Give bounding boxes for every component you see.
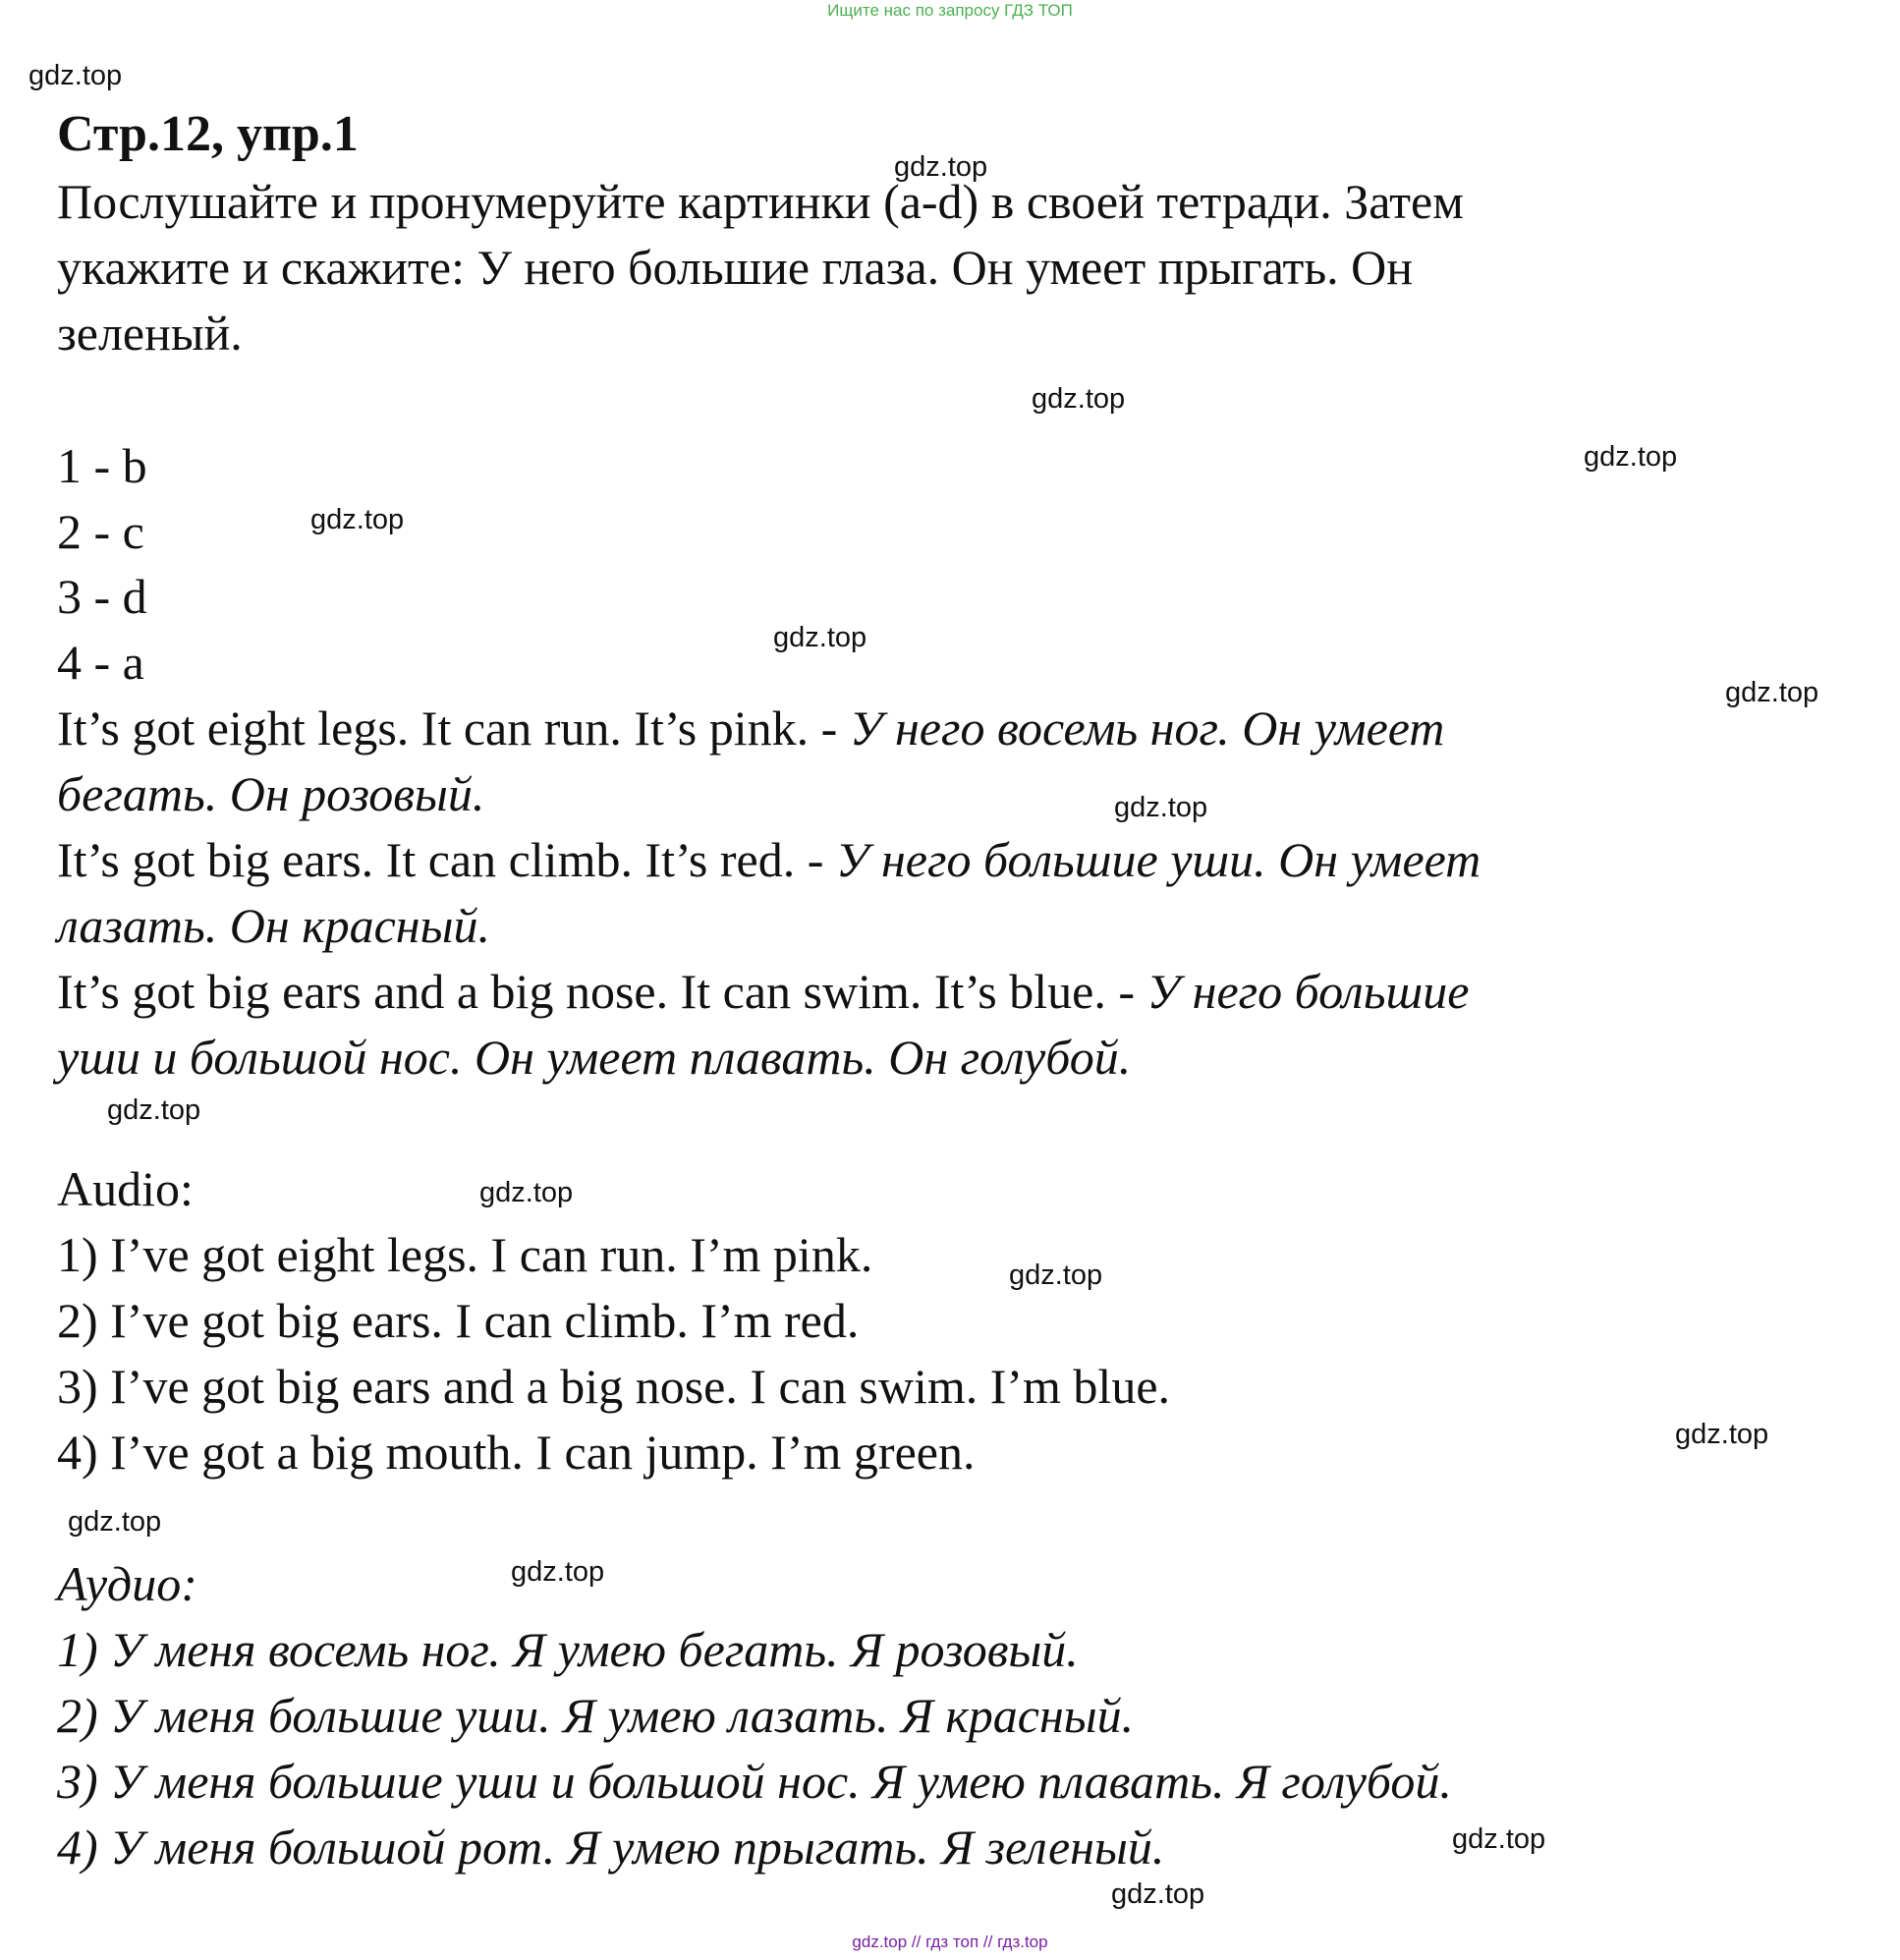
- audio-ru-line-1: 1) У меня восемь ног. Я умею бегать. Я розовый.: [57, 1622, 1079, 1677]
- watermark: gdz.top: [1725, 677, 1819, 708]
- watermark: gdz.top: [479, 1177, 574, 1208]
- watermark: gdz.top: [1675, 1419, 1769, 1450]
- sentence-1-russian: У него восемь ног. Он умеет: [849, 700, 1445, 756]
- audio-line-1: 1) I’ve got eight legs. I can run. I’m pink.: [57, 1227, 873, 1282]
- answer-3: 3 - d: [57, 569, 147, 624]
- watermark: gdz.top: [1032, 383, 1126, 415]
- top-banner: Ищите нас по запросу ГДЗ ТОП: [827, 1, 1073, 20]
- watermark: gdz.top: [28, 60, 123, 91]
- watermark: gdz.top: [1452, 1823, 1546, 1855]
- audio-line-4: 4) I’ve got a big mouth. I can jump. I’m green.: [57, 1425, 976, 1480]
- watermark: gdz.top: [1584, 441, 1678, 473]
- audio-title: Audio:: [57, 1161, 194, 1216]
- sentence-1-line-1: [57, 696, 1444, 760]
- audio-ru-line-2: 2) У меня большие уши. Я умею лазать. Я красный.: [57, 1688, 1135, 1743]
- answer-1: 1 - b: [57, 438, 147, 493]
- sentence-2-russian: У него большие уши. Он умеет: [835, 832, 1481, 887]
- watermark: gdz.top: [107, 1094, 201, 1126]
- sentence-1-english: It’s got eight legs. It can run. It’s pink. -: [57, 700, 850, 756]
- audio-ru-line-3: 3) У меня большие уши и большой нос. Я умею плавать. Я голубой.: [57, 1754, 1452, 1809]
- audio-line-2: 2) I’ve got big ears. I can climb. I’m red.: [57, 1293, 860, 1348]
- sentence-2-line-2: лазать. Он красный.: [57, 898, 490, 953]
- watermark: gdz.top: [310, 504, 405, 535]
- page-title: Стр.12, упр.1: [57, 106, 359, 162]
- watermark: gdz.top: [1009, 1260, 1103, 1291]
- sentence-1-line-2: бегать. Он розовый.: [57, 766, 485, 821]
- answer-4: 4 - a: [57, 635, 144, 690]
- watermark: gdz.top: [1114, 792, 1208, 823]
- instruction-line-1: Послушайте и пронумеруйте картинки (a-d) в своей тетради. Затем: [57, 174, 1464, 229]
- watermark: gdz.top: [68, 1506, 162, 1538]
- sentence-3-russian: У него большие: [1146, 964, 1470, 1019]
- bottom-banner: gdz.top // гдз топ // гдз.top: [852, 1932, 1048, 1951]
- watermark: gdz.top: [894, 151, 988, 183]
- instruction-line-3: зеленый.: [57, 306, 243, 361]
- sentence-2-english: It’s got big ears. It can climb. It’s red. -: [57, 832, 836, 887]
- answer-2: 2 - c: [57, 504, 144, 559]
- audio-ru-line-4: 4) У меня большой рот. Я умею прыгать. Я зеленый.: [57, 1820, 1165, 1875]
- sentence-3-line-1: [57, 959, 1469, 1024]
- sentence-2-line-1: [57, 827, 1481, 892]
- audio-line-3: 3) I’ve got big ears and a big nose. I can swim. I’m blue.: [57, 1359, 1171, 1414]
- watermark: gdz.top: [511, 1556, 605, 1588]
- instruction-line-2: укажите и скажите: У него большие глаза. Он умеет прыгать. Он: [57, 240, 1414, 295]
- watermark: gdz.top: [1111, 1878, 1205, 1910]
- sentence-3-line-2: уши и большой нос. Он умеет плавать. Он голубой.: [57, 1030, 1132, 1085]
- audio-ru-title: Аудио:: [57, 1556, 197, 1611]
- sentence-3-english: It’s got big ears and a big nose. It can swim. It’s blue. -: [57, 964, 1147, 1019]
- watermark: gdz.top: [773, 622, 867, 653]
